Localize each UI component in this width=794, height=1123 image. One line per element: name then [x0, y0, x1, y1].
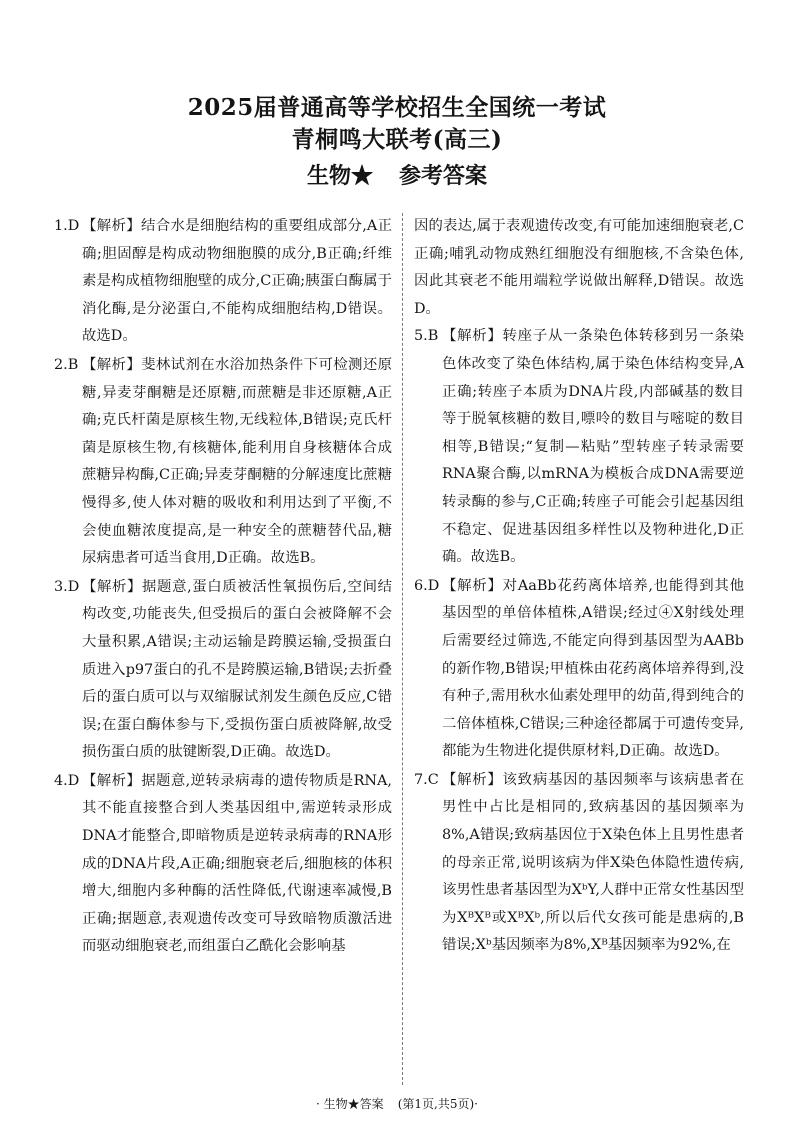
answer-number: 1.D — [54, 218, 80, 234]
page-header — [0, 92, 794, 194]
answer-item-2 — [54, 352, 392, 573]
answer-number: 6.D — [414, 577, 440, 594]
answer-number: 3.D — [54, 578, 80, 595]
answer-explanation: 【解析】斐林试剂在水浴加热条件下可检测还原糖,异麦芽酮糖是还原糖,而蔗糖是非还原糖,A正确;克氏杆菌是原核生物,无线粒体,B错误;克氏杆菌是原核生物,有核糖体,能利用自身核糖体合成蔗糖异构酶,C正确;异麦芽酮糖的分解速度比蔗糖慢得多,使人体对糖的吸收和利用达到了平衡,不会使血糖浓度提高,是一种安全的蔗糖替代品,糖尿病患者可适当食用,D正确。故选B。 — [82, 356, 392, 567]
column-divider — [402, 213, 403, 1085]
answer-item-4 — [54, 768, 392, 961]
answer-item-5 — [414, 323, 744, 571]
answer-explanation: 【解析】转座子从一条染色体转移到另一条染色体改变了染色体结构,属于染色体结构变异,A正确;转座子本质为DNA片段,内部碱基的数目等于脱氧核糖的数目,嘌呤的数目与嘧啶的数目相等,B错误;“复制—粘贴”型转座子转录需要RNA聚合酶,以mRNA为模板合成DNA需要逆转录酶的参与,C正确;转座子可能会引起基因组不稳定、促进基因组多样性以及物种进化,D正确。故选B。 — [442, 328, 744, 566]
footer-label: · 生物★答案 — [316, 1097, 384, 1111]
page-footer — [0, 1095, 794, 1112]
answer-number: 7.C — [414, 771, 439, 788]
exam-title: 2025届普通高等学校招生全国统一考试 — [187, 94, 607, 121]
exam-subtitle: 青桐鸣大联考(高三) — [291, 126, 503, 153]
answer-item-7 — [414, 767, 744, 960]
answer-explanation: 【解析】结合水是细胞结构的重要组成部分,A正确;胆固醇是构成动物细胞膜的成分,B正确;纤维素是构成植物细胞壁的成分,C正确;胰蛋白酶属于消化酶,是分泌蛋白,不能构成细胞结构,D错误。故选D。 — [82, 218, 392, 345]
subject-title — [0, 158, 794, 194]
answer-item-1 — [54, 213, 392, 351]
answer-explanation: 【解析】该致病基因的基因频率与该病患者在男性中占比是相同的,致病基因的基因频率为8%,A错误;致病基因位于X染色体上且男性患者的母亲正常,说明该病为伴X染色体隐性遗传病,该男性患者基因型为XᵇY,人群中正常女性基因型为XᴮXᴮ或XᴮXᵇ,所以后代女孩可能是患病的,B错误;Xᵇ基因频率为8%,Xᴮ基因频率为92%,在 — [442, 771, 744, 954]
answers-title: 参考答案 — [399, 163, 488, 189]
answer-explanation: 【解析】据题意,蛋白质被活性氧损伤后,空间结构改变,功能丧失,但受损后的蛋白会被降解不会大量积累,A错误;主动运输是跨膜运输,受损蛋白质进入p97蛋白的孔不是跨膜运输,B错误;去折叠后的蛋白质可以与双缩脲试剂发生颜色反应,C错误;在蛋白酶体参与下,受损伤蛋白质被降解,故受损伤蛋白质的肽键断裂,D正确。故选D。 — [82, 578, 392, 761]
left-column — [54, 213, 392, 962]
subject-name: 生物★ — [306, 163, 373, 189]
answer-4-continuation: 因的表达,属于表观遗传改变,有可能加速细胞衰老,C正确;哺乳动物成熟红细胞没有细胞核,不含染色体,因此其衰老不能用端粒学说做出解释,D错误。故选D。 — [414, 218, 744, 317]
answer-explanation: 【解析】对AaBb花药离体培养,也能得到其他基因型的单倍体植株,A错误;经过④X射线处理后需要经过筛选,不能定向得到基因型为AABb的新作物,B错误;甲植株由花药离体培养得到,没有种子,需用秋水仙素处理甲的幼苗,得到纯合的二倍体植株,C错误;三种途径都属于可遗传变异,都能为生物进化提供原材料,D正确。故选D。 — [442, 577, 744, 760]
answer-explanation: 【解析】据题意,逆转录病毒的遗传物质是RNA,其不能直接整合到人类基因组中,需逆转录形成DNA才能整合,即暗物质是逆转录病毒的RNA形成的DNA片段,A正确;细胞衰老后,细胞核的体积增大,细胞内多种酶的活性降低,代谢速率减慢,B正确;据题意,表观遗传改变可导致暗物质激活进而驱动细胞衰老,而组蛋白乙酰化会影响基 — [82, 772, 392, 955]
page-indicator: (第1页,共5页)· — [397, 1097, 478, 1111]
answer-number: 2.B — [54, 356, 79, 373]
answer-number: 4.D — [54, 772, 80, 789]
answer-item-6 — [414, 573, 744, 766]
answer-number: 5.B — [414, 328, 439, 345]
answer-item-3 — [54, 574, 392, 767]
right-column — [414, 213, 744, 961]
